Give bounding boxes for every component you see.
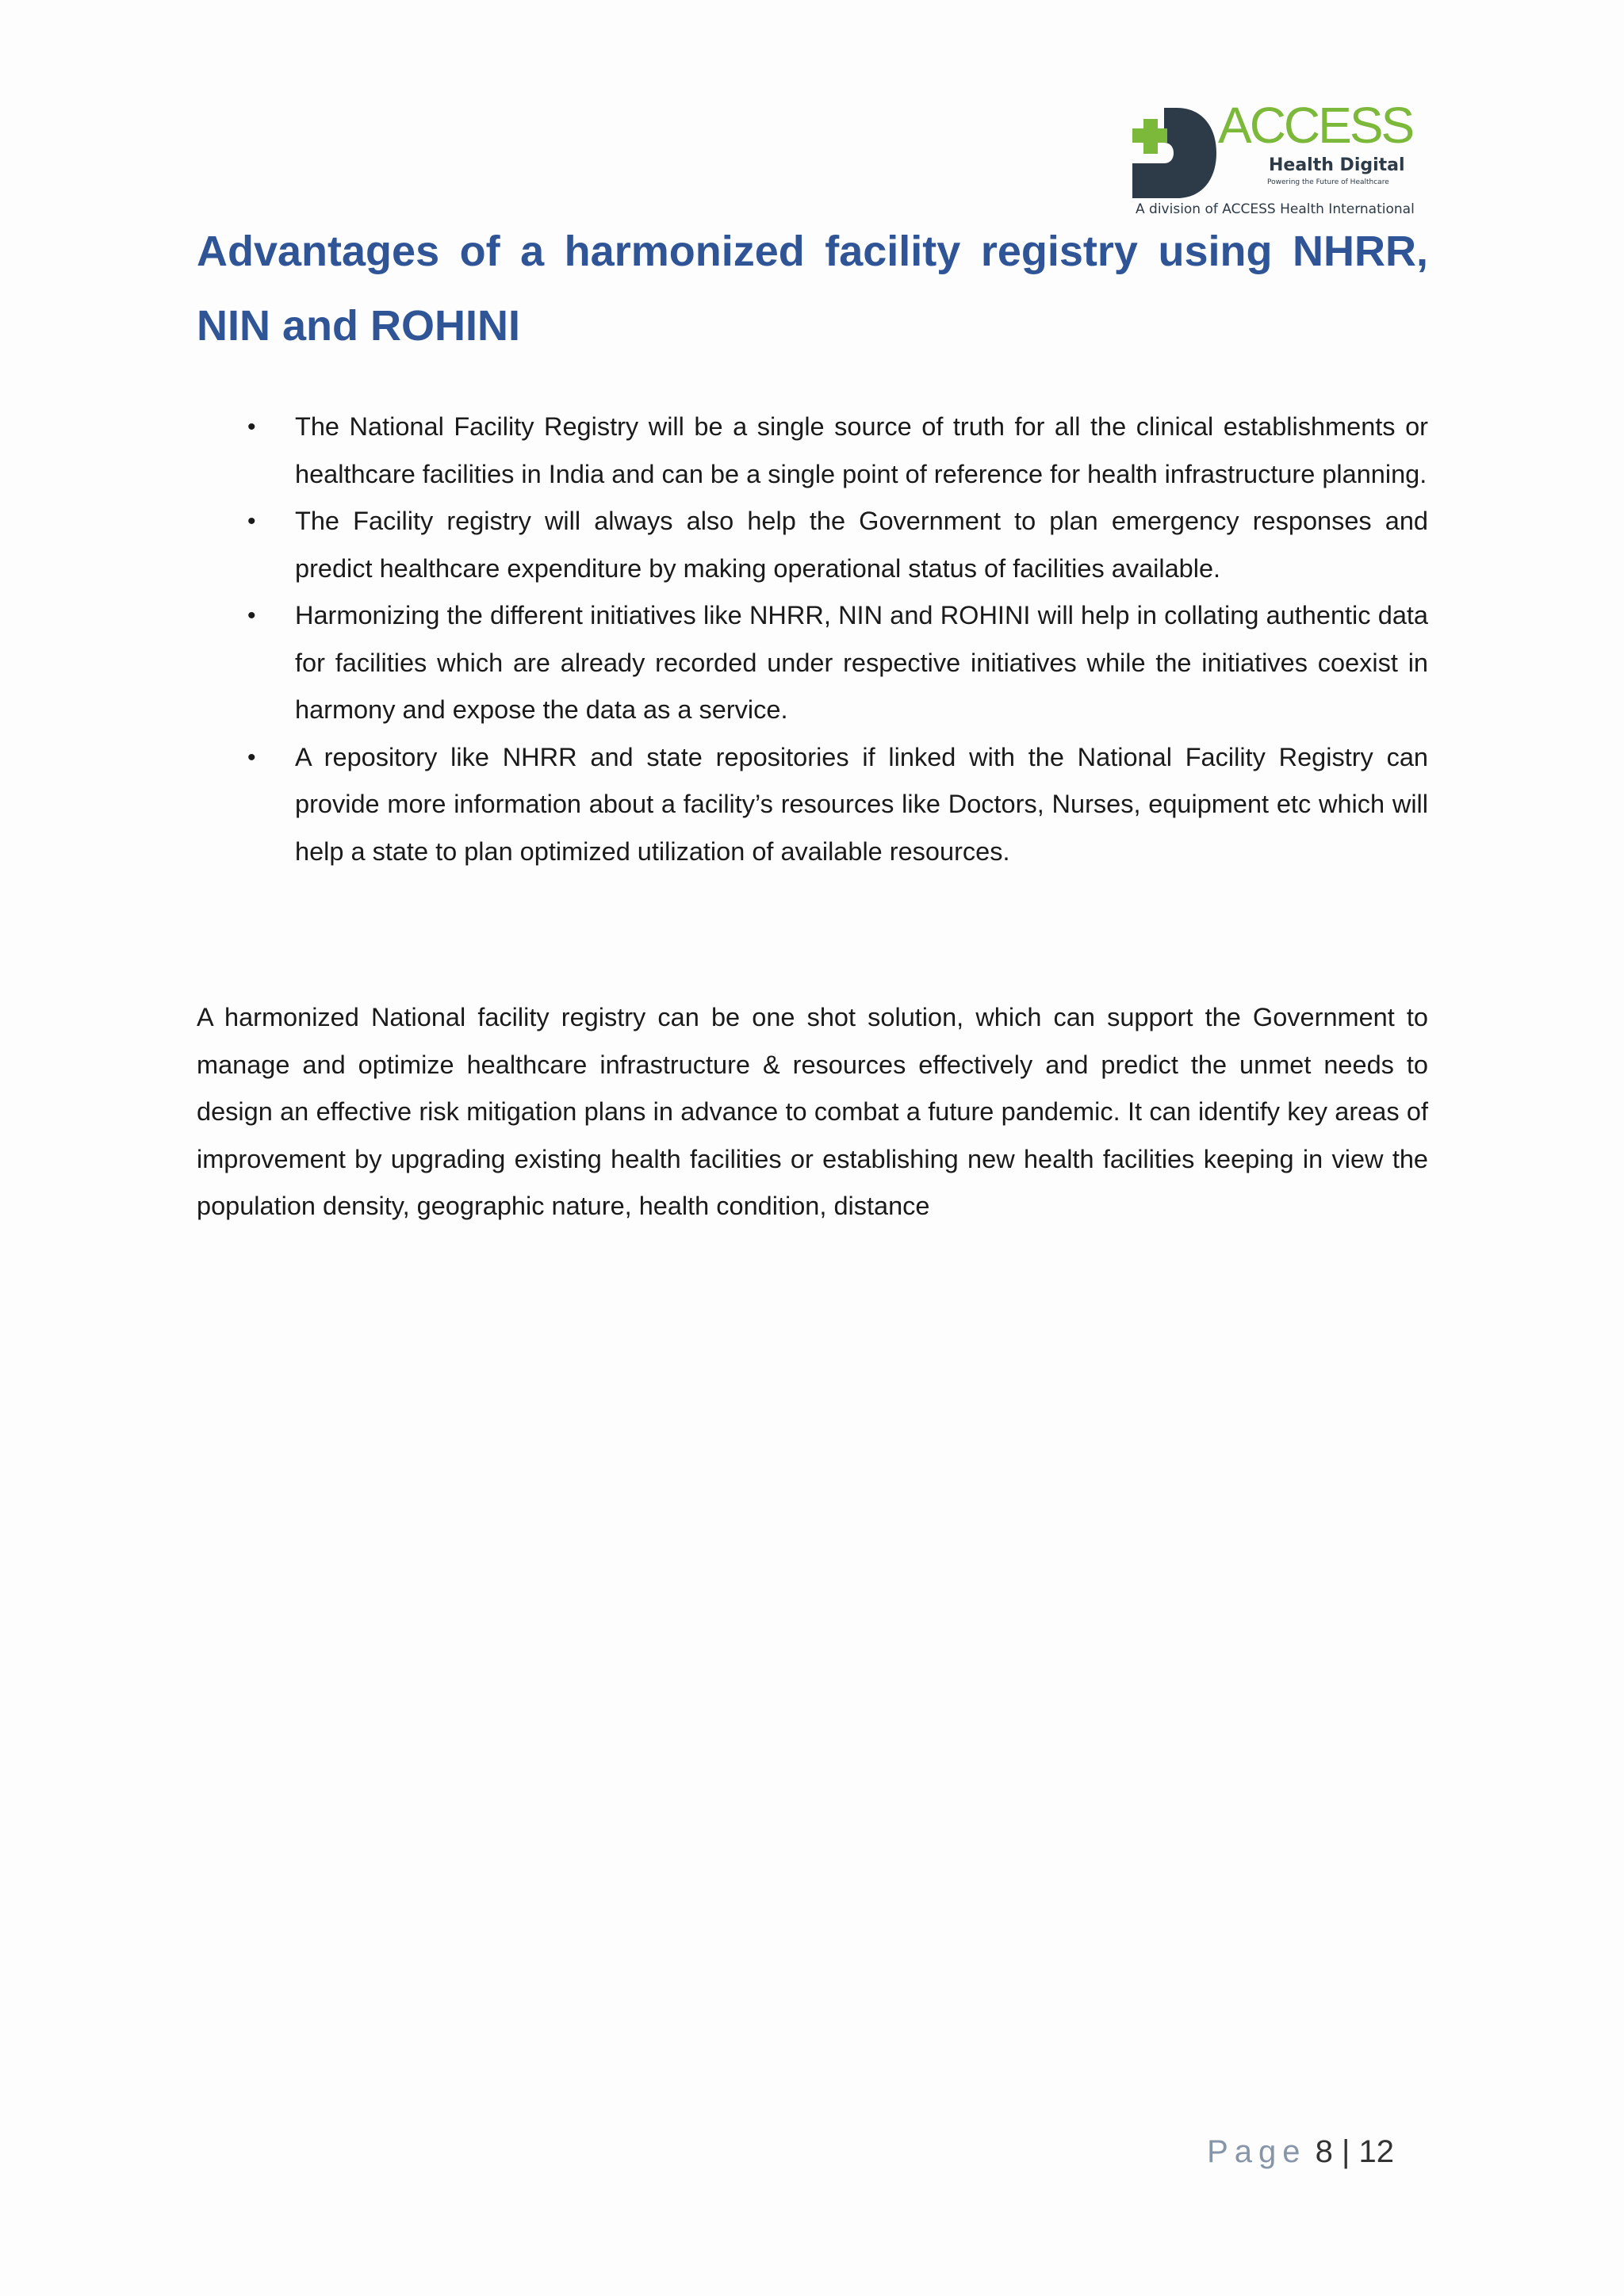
list-item — [197, 734, 1428, 876]
list-item — [197, 498, 1428, 592]
advantages-list — [197, 404, 1428, 875]
bullet-dot-icon: • — [247, 603, 256, 629]
access-health-digital-logo — [1132, 97, 1418, 224]
logo-division-text: A division of ACCESS Health International — [1136, 201, 1415, 217]
bullet-dot-icon: • — [247, 414, 256, 440]
section-heading: Advantages of a harmonized facility registry using NHRR, NIN and ROHINI — [197, 228, 1428, 350]
list-item-text: Harmonizing the different initiatives like NHRR, NIN and ROHINI will help in collating authentic data for facilities which are already recorded under respective initiatives while the initiatives coexist in harmony and expose the data as a service. — [295, 601, 1428, 724]
logo-wordmark: ACCESS — [1218, 97, 1413, 154]
list-item — [197, 592, 1428, 734]
summary-paragraph: A harmonized National facility registry can be one shot solution, which can support the Government to manage and optimize healthcare infrastructure & resources effectively and predict the unmet needs to design an effective risk mitigation plans in advance to combat a future pandemic. It can identify key areas of improvement by upgrading existing health facilities or establishing new health facilities keeping in view the population density, geographic nature, health condition, distance — [197, 1003, 1428, 1220]
logo-subtitle: Health Digital — [1269, 155, 1405, 175]
logo-tagline: Powering the Future of Healthcare — [1267, 178, 1389, 186]
list-item-text: The National Facility Registry will be a single source of truth for all the clinical establishments or healthcare facilities in India and can be a single point of reference for health infrastructure planning. — [295, 412, 1428, 488]
list-item-text: A repository like NHRR and state repositories if linked with the National Facility Registry can provide more information about a facility’s resources like Doctors, Nurses, equipment etc which will help a state to plan optimized utilization of available resources. — [295, 742, 1428, 866]
logo-d-cross-icon — [1132, 108, 1216, 198]
bullet-dot-icon: • — [247, 744, 256, 771]
list-item — [197, 404, 1428, 498]
list-item-text: The Facility registry will always also help the Government to plan emergency responses and predict healthcare expenditure by making operational status of facilities available. — [295, 507, 1428, 583]
bullet-dot-icon: • — [247, 508, 256, 534]
page-label: Page — [1207, 2134, 1307, 2169]
page-number: 8 | 12 — [1315, 2134, 1394, 2169]
page-footer — [1207, 2133, 1394, 2171]
